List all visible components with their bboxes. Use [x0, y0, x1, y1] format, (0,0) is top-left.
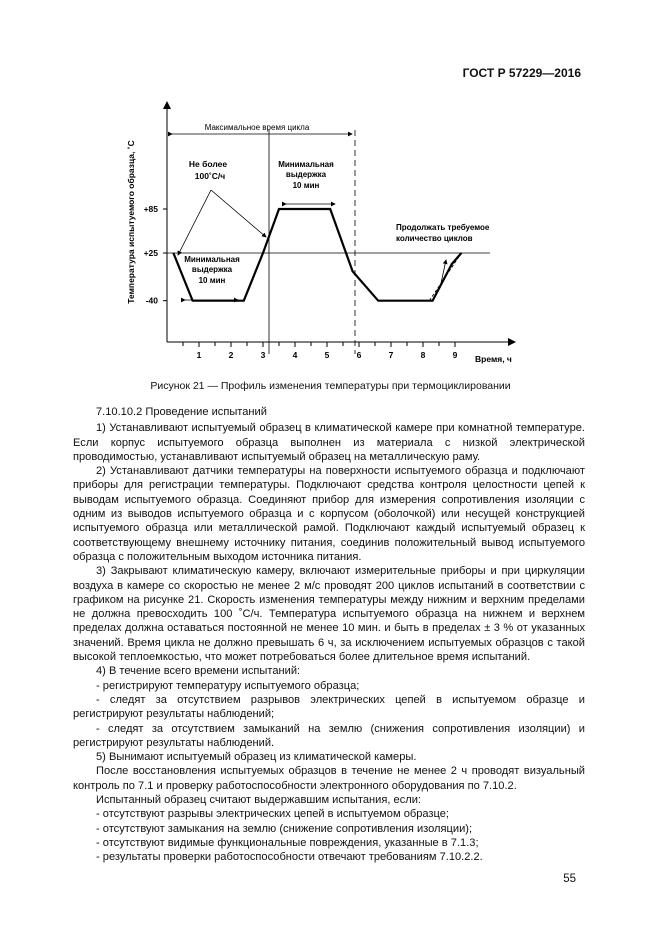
- y-tick-label: -40: [145, 295, 158, 306]
- y-tick-label: +85: [143, 204, 158, 214]
- max-cycle-label: Максимальное время цикла: [204, 123, 310, 132]
- x-tick-label: 6: [356, 350, 362, 360]
- paragraph: После восстановления испытуемых образцов в течение не менее 2 ч проводят визуальный контроль по 7.1 и проверку работоспособности электронного оборудования по 7.10.2.: [73, 765, 585, 792]
- rate-arrow-1: [178, 190, 211, 255]
- hold-high-line1: Минимальная: [278, 160, 334, 169]
- paragraph: 3) Закрывают климатическую камеру, включают измерительные приборы и при циркуляции воздуха в камере со скоростью не менее 2 м/с проводят 200 циклов испытаний в соответствии с графиком на рисунке 21. Скорость изменения температуры между нижним и верхним пределами не должна превосходить 100 ˚С/ч. Температура испытуемого образца на нижнем и верхнем пределах должна оставаться постоянной не менее 10 мин. и быть в пределах ± 3 % от указанных значений. Время цикла не должно превышать 6 ч, за исключением испытуемых образцов с такой высокой теплоемкостью, что может потребоваться более длительное время испытаний.: [73, 565, 585, 664]
- figure-caption: Рисунок 21 — Профиль изменения температуры при термоциклировании: [150, 380, 511, 392]
- list-item: - результаты проверки работоспособности отвечают требованиям 7.10.2.2.: [96, 851, 483, 864]
- body-text: [73, 405, 585, 865]
- list-item: - отсутствуют замыкания на землю (снижение сопротивления изоляции);: [96, 822, 473, 835]
- temperature-cycle-chart: [120, 92, 520, 377]
- section-heading: 7.10.10.2 Проведение испытаний: [96, 406, 267, 418]
- paragraph: Испытанный образец считают выдержавшим испытания, если:: [96, 794, 421, 807]
- x-axis-title: Время, ч: [475, 354, 512, 364]
- hold-low-line2: выдержка: [191, 265, 233, 274]
- hold-low-line3: 10 мин: [198, 276, 226, 285]
- x-tick-label: 4: [292, 350, 298, 360]
- x-tick-label: 1: [196, 350, 202, 360]
- list-item: - следят за отсутствием разрывов электрических цепей в испытуемом образце и регистрируют результаты наблюдений;: [73, 693, 585, 721]
- paragraph: 1) Устанавливают испытуемый образец в климатической камере при комнатной температуре. Если корпус испытуемого образца выполнен из материала с низкой электрической проводимостью, устанавливают испытуемый образец на металлическую раму.: [73, 422, 585, 463]
- x-tick-label: 2: [228, 350, 234, 360]
- paragraph: 4) В течение всего времени испытаний:: [96, 665, 301, 678]
- page-number: 55: [563, 873, 576, 885]
- continue-line1: Продолжать требуемое: [396, 223, 490, 232]
- x-tick-label: 8: [420, 350, 426, 360]
- hold-high-line2: выдержка: [285, 170, 327, 179]
- x-tick-label: 3: [260, 350, 266, 360]
- x-tick-label: 9: [452, 350, 458, 360]
- rate-arrow-2: [211, 190, 266, 237]
- list-item: - отсутствуют разрывы электрических цепей в испытуемом образце;: [96, 808, 449, 821]
- y-axis-title: Температура испытуемого образца, ˚С: [126, 140, 136, 304]
- continue-arrow: [440, 260, 446, 288]
- paragraph: 2) Устанавливают датчики температуры на поверхности испытуемого образца и подключают приборы для регистрации температуры. Подключают средства контроля целостности цепей к выводам испытуемого образца. Соединяют прибор для измерения сопротивления изоляции с одним из выводов испытуемого образца и с корпусом (оболочкой) или несущей конструкцией испытуемого образца или металлической рамой. Подключают каждый испытуемый образец к соответствующему внешнему источнику питания, соединив положительный вывод испытуемого образца с положительным выходом источника питания.: [73, 465, 585, 563]
- rate-label-line1: Не более: [188, 159, 228, 169]
- list-item: - следят за отсутствием замыканий на землю (снижения сопротивления изоляции) и регистрируют результаты наблюдений.: [73, 722, 585, 749]
- hold-high-line3: 10 мин: [292, 181, 320, 190]
- hold-low-line1: Минимальная: [184, 255, 240, 264]
- y-tick-label: +25: [143, 248, 158, 258]
- list-item: - регистрируют температуру испытуемого образца;: [96, 679, 360, 692]
- x-tick-label: 7: [388, 350, 394, 360]
- rate-label-line2: 100˚С/ч: [194, 171, 226, 181]
- chart-svg: [120, 92, 520, 377]
- paragraph: 5) Вынимают испытуемый образец из климатической камеры.: [96, 751, 417, 764]
- x-tick-label: 5: [324, 350, 330, 360]
- document-header: ГОСТ Р 57229—2016: [462, 66, 581, 80]
- list-item: - отсутствуют видимые функциональные повреждения, указанные в 7.1.3;: [96, 836, 479, 849]
- continue-line2: количество циклов: [396, 234, 473, 243]
